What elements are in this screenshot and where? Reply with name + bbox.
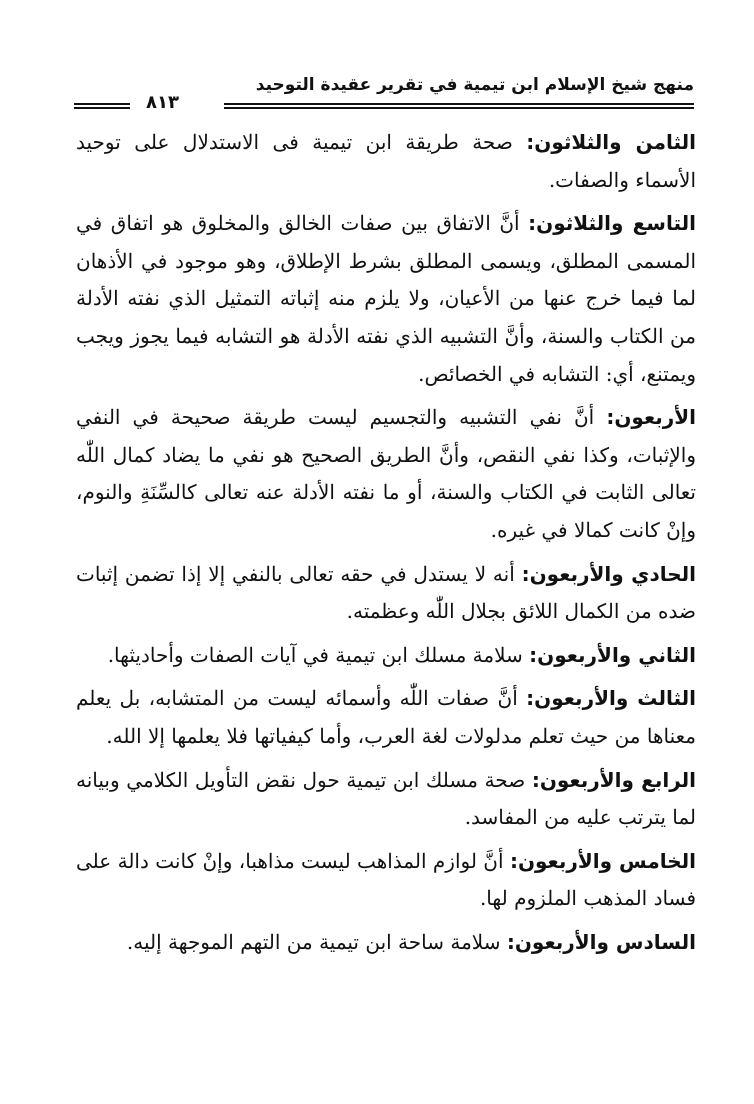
paragraph-text: أنَّ صفات اللّٰه وأسمائه ليست من المتشابه، بل يعلم معناها من حيث تعلم مدلولات لغة العرب، وأما كيفياتها فلا يعلمها إلا الله. <box>76 686 696 748</box>
paragraph-label: الثالث والأربعون: <box>526 686 696 711</box>
paragraph-text: سلامة مسلك ابن تيمية في آيات الصفات وأحاديثها. <box>107 642 523 667</box>
paragraph-text: أنَّ لوازم المذاهب ليست مذاهبا، وإنْ كانت دالة على فساد المذهب الملزوم لها. <box>76 848 696 911</box>
paragraph-text: أنَّ الاتفاق بين صفات الخالق والمخلوق هو اتفاق في المسمى المطلق، ويسمى المطلق بشرط الإطلاق، وهو موجود في الأذهان لما فيما خرج عنها من الأعيان، ولا يلزم منه إثباته التمثيل الذي نفته الأدلة من الكتاب والسنة، وأنَّ التشبيه الذي نفته الأدلة هو التشابه فيما يجوز ويجب ويمتنع، أي: التشابه في الخصائص. <box>76 211 696 386</box>
paragraph-40 <box>76 399 696 549</box>
paragraph-label: التاسع والثلاثون: <box>528 211 696 236</box>
paragraph-43 <box>76 680 696 755</box>
paragraph-text: صحة مسلك ابن تيمية حول نقض التأويل الكلامي وبيانه لما يترتب عليه من المفاسد. <box>76 767 696 830</box>
page-number: ٨١٣ <box>146 92 179 113</box>
paragraph-label: الثامن والثلاثون: <box>526 130 697 154</box>
paragraph-41 <box>76 556 696 631</box>
paragraph-text: سلامة ساحة ابن تيمية من التهم الموجهة إليه. <box>126 929 501 954</box>
header-rule-row <box>74 92 694 113</box>
paragraph-text: صحة طريقة ابن تيمية فى الاستدلال على توحيد الأسماء والصفات. <box>76 130 696 192</box>
paragraph-39 <box>76 205 696 393</box>
paragraph-label: الأربعون: <box>606 405 697 430</box>
page-body <box>76 124 696 967</box>
paragraph-label: الثاني والأربعون: <box>529 642 696 667</box>
paragraph-42 <box>76 637 696 675</box>
paragraph-46 <box>76 924 696 962</box>
header-double-rule-long <box>224 103 694 109</box>
header-title: منهج شيخ الإسلام ابن تيمية في تقرير عقيدة التوحيد <box>255 75 694 95</box>
paragraph-label: السادس والأربعون: <box>506 929 696 954</box>
paragraph-text: أنه لا يستدل في حقه تعالى بالنفي إلا إذا تضمن إثبات ضده من الكمال اللائق بجلال اللّٰه وعظمته. <box>76 561 696 624</box>
paragraph-label: الحادي والأربعون: <box>521 561 697 586</box>
paragraph-44 <box>76 762 696 837</box>
paragraph-label: الخامس والأربعون: <box>509 848 696 873</box>
paragraph-label: الرابع والأربعون: <box>531 767 696 792</box>
paragraph-45 <box>76 843 696 918</box>
header-double-rule-short <box>74 103 130 109</box>
paragraph-38 <box>76 124 696 199</box>
paragraph-text: أنَّ نفي التشبيه والتجسيم ليست طريقة صحيحة في النفي والإثبات، وكذا نفي النقص، وأنَّ الطريق الصحيح هو نفي ما يضاد كمال اللّٰه تعالى الثابت في الكتاب والسنة، أو ما نفته الأدلة عنه تعالى كالسِّنَةِ والنوم، وإنْ كانت كمالا في غيره. <box>76 405 696 542</box>
